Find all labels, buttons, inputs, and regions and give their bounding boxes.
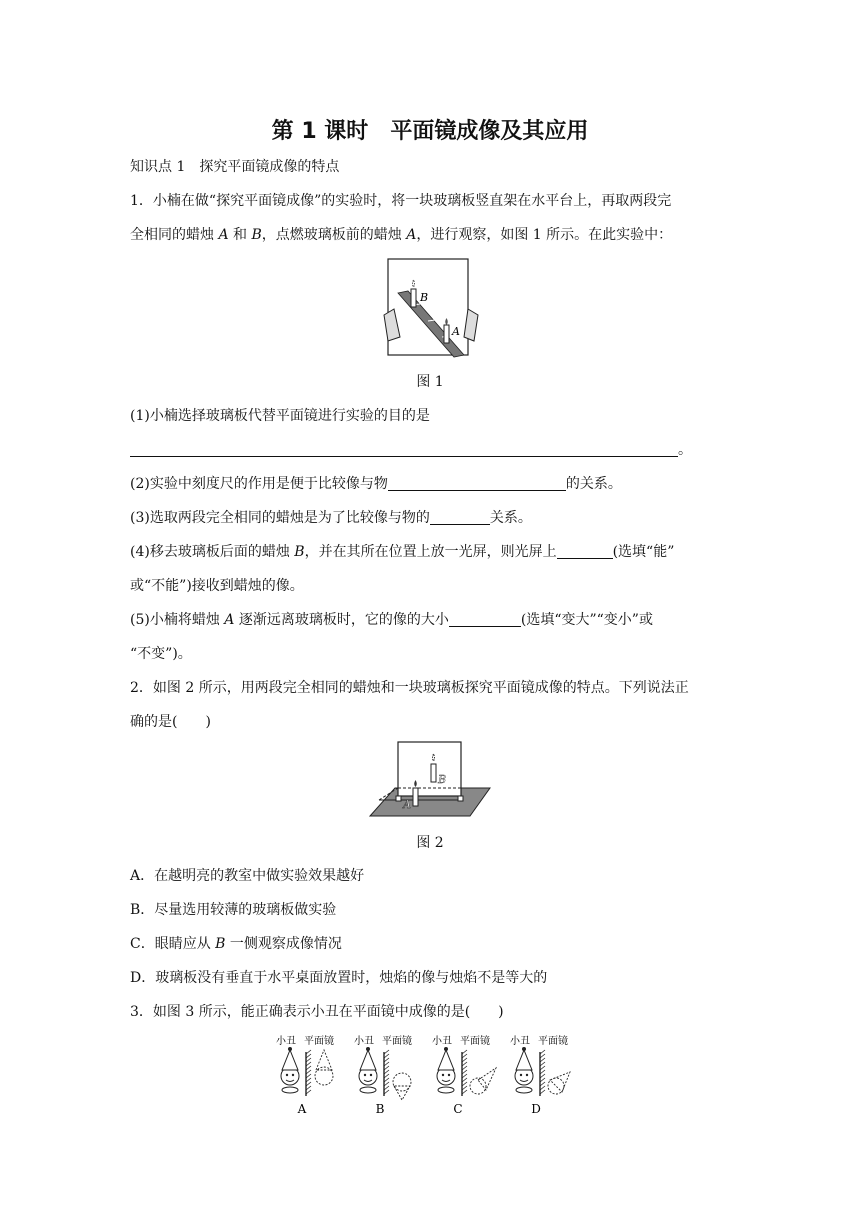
q2-line1: 2．如图 2 所示，用两段完全相同的蜡烛和一块玻璃板探究平面镜成像的特点。下列说法正 [130, 680, 689, 696]
mirror-hatch [306, 1058, 311, 1062]
mirror-hatch [384, 1058, 389, 1062]
mirror-hatch [462, 1078, 467, 1082]
clown-collar-icon [282, 1087, 298, 1093]
clown-eye-icon [292, 1074, 294, 1076]
mirror-hatch [462, 1050, 467, 1054]
mirror-hatch [306, 1070, 311, 1074]
candle-b-label: B [215, 936, 226, 952]
q1-text: (选填“变大”“变小”或 [520, 612, 653, 628]
mirror-hatch [306, 1050, 311, 1054]
clip-right [458, 796, 463, 801]
figure-3-illustration [270, 1030, 590, 1116]
q1-text: (4)移去玻璃板后面的蜡烛 [130, 544, 295, 560]
answer-blank[interactable] [130, 442, 678, 457]
q1-text: (2)实验中刻度尺的作用是便于比较像与物 [130, 476, 388, 492]
candle-b-label: B [251, 227, 262, 243]
mirror-hatch [306, 1078, 311, 1082]
q1-text: 的关系。 [565, 476, 622, 492]
fig3-option-label: C [453, 1102, 463, 1116]
clown-image-hat-icon [550, 1072, 570, 1092]
q1-text: (3)选取两段完全相同的蜡烛是为了比较像与物的 [130, 510, 430, 526]
q1-sub5-cont: “不变”)。 [130, 646, 192, 662]
q1-sub4 [130, 542, 674, 562]
mirror-hatch [540, 1070, 545, 1074]
q1-text: ，进行观察，如图 1 所示。在此实验中： [416, 227, 673, 243]
q2-option-a[interactable]: A．在越明亮的教室中做实验效果越好 [130, 868, 365, 884]
mirror-hatch [462, 1082, 467, 1086]
answer-blank[interactable] [430, 510, 490, 525]
clown-eye-icon [370, 1074, 372, 1076]
mirror-hatch [384, 1082, 389, 1086]
q1-sub4-cont: 或“不能”)接收到蜡烛的像。 [130, 578, 304, 594]
hat-pompom-icon [288, 1047, 292, 1051]
mirror-hatch [540, 1082, 545, 1086]
clown-hat-icon [516, 1050, 532, 1070]
mirror-hatch [462, 1058, 467, 1062]
q2-option-d[interactable]: D．玻璃板没有垂直于水平桌面放置时，烛焰的像与烛焰不是等大的 [130, 970, 548, 986]
mirror-hatch [540, 1054, 545, 1058]
section-heading: 知识点 1 探究平面镜成像的特点 [130, 159, 340, 175]
mirror-hatch [384, 1074, 389, 1078]
fig1-label-a: A [452, 325, 460, 338]
mirror-hatch [462, 1062, 467, 1066]
fig3-clown-label: 小丑 [276, 1036, 296, 1047]
mirror-hatch [306, 1090, 311, 1094]
q1-line1: 1．小楠在做“探究平面镜成像”的实验时，将一块玻璃板竖直架在水平台上，再取两段完 [130, 193, 672, 209]
fig3-panel-a [276, 1034, 334, 1116]
candle-a [413, 788, 418, 806]
answer-blank[interactable] [449, 612, 521, 627]
fig3-clown-label: 小丑 [510, 1036, 530, 1047]
mirror-hatch [384, 1062, 389, 1066]
mirror-hatch [540, 1062, 545, 1066]
candle-b [411, 289, 416, 307]
fig3-mirror-label: 平面镜 [382, 1036, 412, 1047]
mirror-hatch [540, 1066, 545, 1070]
candle-a-label: A [218, 227, 229, 243]
clown-collar-icon [438, 1087, 454, 1093]
mirror-hatch [462, 1066, 467, 1070]
mirror-hatch [306, 1074, 311, 1078]
clown-hat-icon [360, 1050, 376, 1070]
q2-line2: 确的是( ) [130, 714, 211, 730]
q1-text: ，并在其所在位置上放一光屏，则光屏上 [304, 544, 557, 560]
clown-collar-icon [360, 1087, 376, 1093]
hat-pompom-icon [444, 1047, 448, 1051]
mirror-hatch [306, 1086, 311, 1090]
candle-a [444, 325, 449, 343]
mirror-hatch [384, 1086, 389, 1090]
mirror-hatch [540, 1050, 545, 1054]
fig3-clown-label: 小丑 [432, 1036, 452, 1047]
q1-sub1-answer [130, 440, 692, 460]
mirror-hatch [384, 1090, 389, 1094]
mirror-hatch [462, 1074, 467, 1078]
fig1-label-b: B [420, 291, 429, 304]
figure-2-illustration [365, 738, 495, 822]
figure-1-illustration [380, 255, 485, 360]
q2-option-b[interactable]: B．尽量选用较薄的玻璃板做实验 [130, 902, 337, 918]
mirror-hatch [462, 1086, 467, 1090]
mirror-hatch [540, 1086, 545, 1090]
q1-sub5 [130, 610, 653, 630]
answer-blank[interactable] [388, 476, 566, 491]
q1-sub1-end: 。 [678, 442, 692, 458]
clown-image-face-icon [470, 1078, 486, 1094]
q1-text: ，点燃玻璃板前的蜡烛 [261, 227, 407, 243]
candle-a-label: A [224, 612, 235, 628]
mirror-hatch [540, 1074, 545, 1078]
hat-pompom-icon [366, 1047, 370, 1051]
title-lesson: 第 1 课时 [271, 119, 369, 144]
clown-eye-icon [442, 1074, 444, 1076]
mirror-hatch [384, 1050, 389, 1054]
fig2-label-a: A [403, 798, 411, 811]
clown-image-hat-icon [478, 1068, 496, 1090]
clown-eye-icon [448, 1074, 450, 1076]
mirror-hatch [384, 1078, 389, 1082]
mirror-hatch [384, 1054, 389, 1058]
clown-eye-icon [286, 1074, 288, 1076]
q1-text: 逐渐远离玻璃板时，它的像的大小 [234, 612, 449, 628]
mirror-hatch [540, 1078, 545, 1082]
clip-left [396, 796, 401, 801]
candle-a-label: A [406, 227, 417, 243]
fig2-label-b: B [438, 773, 447, 786]
mirror-hatch [540, 1058, 545, 1062]
q2-text: C．眼睛应从 [130, 936, 216, 952]
mirror-hatch [306, 1062, 311, 1066]
q1-sub3 [130, 508, 532, 528]
mirror-hatch [306, 1054, 311, 1058]
clown-eye-icon [526, 1074, 528, 1076]
q2-option-c[interactable] [130, 934, 342, 954]
fig3-panel-d [510, 1034, 570, 1116]
q1-text: 和 [228, 227, 252, 243]
fig3-mirror-label: 平面镜 [538, 1036, 568, 1047]
hat-pompom-icon [522, 1047, 526, 1051]
q1-line2 [130, 225, 672, 245]
figure-1-caption: 图 1 [416, 374, 444, 390]
mirror-hatch [306, 1066, 311, 1070]
fig3-mirror-label: 平面镜 [460, 1036, 490, 1047]
mirror-hatch [306, 1082, 311, 1086]
mirror-hatch [384, 1070, 389, 1074]
q1-sub1: (1)小楠选择玻璃板代替平面镜进行实验的目的是 [130, 408, 430, 424]
clown-eye-icon [520, 1074, 522, 1076]
q3-line1: 3．如图 3 所示，能正确表示小丑在平面镜中成像的是( ) [130, 1004, 504, 1020]
q1-sub2 [130, 474, 622, 494]
clown-hat-icon [438, 1050, 454, 1070]
mirror-hatch [462, 1090, 467, 1094]
page-title [0, 114, 860, 145]
clown-collar-icon [516, 1087, 532, 1093]
fig3-clown-label: 小丑 [354, 1036, 374, 1047]
mirror-hatch [384, 1066, 389, 1070]
fig3-option-label: B [375, 1102, 385, 1116]
figure-2-caption: 图 2 [416, 835, 444, 851]
q1-text: (选填“能” [612, 544, 675, 560]
q1-text: 全相同的蜡烛 [130, 227, 219, 243]
candle-b [431, 764, 436, 782]
clown-image-hat-icon [394, 1086, 410, 1100]
clown-hat-icon [282, 1050, 298, 1070]
fig3-option-label: D [531, 1102, 541, 1116]
fig3-panel-b [354, 1034, 412, 1116]
answer-blank[interactable] [557, 544, 613, 559]
q1-text: (5)小楠将蜡烛 [130, 612, 225, 628]
clown-eye-icon [364, 1074, 366, 1076]
q2-text: 一侧观察成像情况 [225, 936, 342, 952]
mirror-hatch [540, 1090, 545, 1094]
fig3-panel-c [432, 1034, 496, 1116]
fig3-mirror-label: 平面镜 [304, 1036, 334, 1047]
mirror-hatch [462, 1054, 467, 1058]
q1-text: 关系。 [489, 510, 532, 526]
fig3-option-label: A [297, 1102, 307, 1116]
candle-b-label: B [294, 544, 305, 560]
glass-plate [388, 259, 468, 355]
mirror-hatch [462, 1070, 467, 1074]
title-topic: 平面镜成像及其应用 [390, 119, 589, 144]
